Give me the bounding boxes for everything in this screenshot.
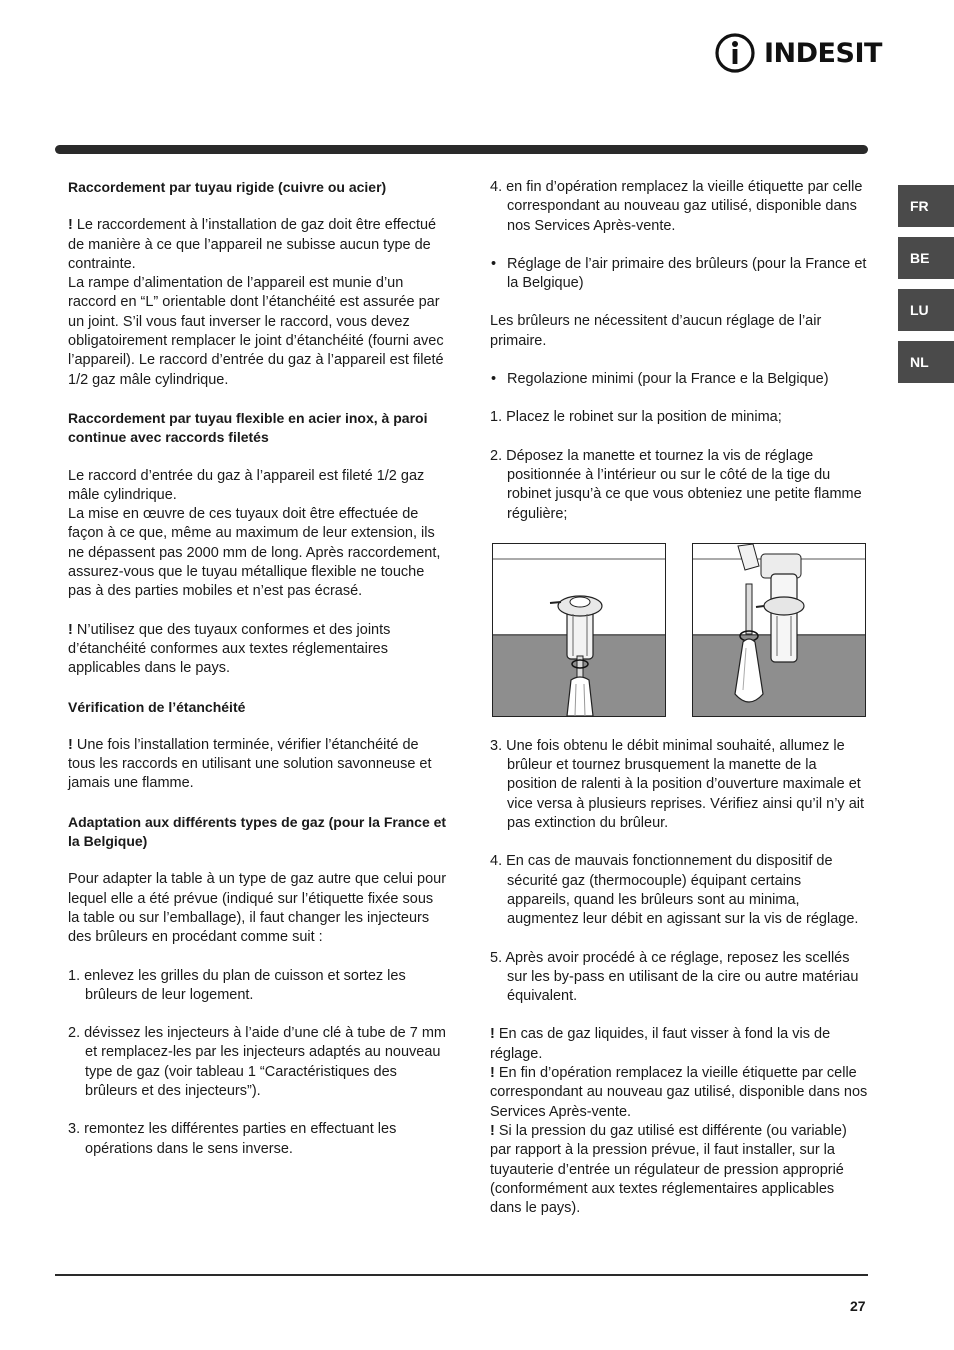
tab-fr[interactable]: FR (898, 185, 954, 227)
bullet-minimum-setting: • Regolazione minimi (pour la France e la Belgique) (490, 370, 868, 389)
illustration-valve-screwdriver-1 (492, 543, 666, 717)
left-column (68, 178, 448, 1178)
footer-rule (55, 1274, 868, 1276)
note-pressure: ! Si la pression du gaz utilisé est différente (ou variable) par rapport à la pression prévue, il faut installer, sur la tuyauterie d’entrée un régulateur de pression approprié (conformément aux textes réglementaires applicables dans le pays). (490, 1122, 847, 1217)
list-item: 4. En cas de mauvais fonctionnement du dispositif de sécurité gaz (thermocouple) équipant certains appareils, quand les brûleurs sont au minima, augmentez leur débit en agissant sur la vis de réglage. (490, 853, 859, 928)
list-item: 1. enlevez les grilles du plan de cuisson et sortez les brûleurs de leur logement. (68, 967, 406, 1003)
paragraph-rigid-details: La rampe d’alimentation de l’appareil est munie d’un raccord en “L” orientable dont l’étanchéité est assurée par un joint. S’il vous faut inverser le raccord, vous devez obligatoirement remplacer le joint d’étanchéité (fourni avec l’appareil). Le raccord d’entrée du gaz à l’appareil est fileté 1/2 gaz mâle cylindrique. (68, 275, 444, 388)
warning-mark: ! (490, 1122, 495, 1139)
paragraph-flexible-warning: ! N’utilisez que des tuyaux conformes et des joints d’étanchéité conformes aux textes réglementaires applicables dans le pays. (68, 621, 391, 677)
paragraph-flexible-length: La mise en œuvre de ces tuyaux doit être effectuée de façon à ce que, même au maximum de leur extension, ils ne dépassent pas 2000 mm de long. Après raccordement, assurez-vous que le tuyau métallique flexible ne touche pas à des parties mobiles et n’est pas écrasé. (68, 506, 441, 600)
brand-name: INDESIT (764, 37, 882, 69)
tab-lu[interactable]: LU (898, 289, 954, 331)
heading-rigid-pipe: Raccordement par tuyau rigide (cuivre ou acier) (68, 179, 387, 195)
heading-flexible-pipe: Raccordement par tuyau flexible en acier inox, à paroi continue avec raccords filetés (68, 409, 428, 446)
warning-mark: ! (68, 217, 73, 234)
paragraph-flexible-thread: Le raccord d’entrée du gaz à l’appareil est fileté 1/2 gaz mâle cylindrique. (68, 467, 425, 503)
tab-nl[interactable]: NL (898, 341, 954, 383)
tab-be[interactable]: BE (898, 237, 954, 279)
minimum-steps-b (490, 737, 868, 1007)
paragraph-leak-check: ! Une fois l’installation terminée, vérifier l’étanchéité de tous les raccords en utilisant une solution savonneuse et jamais une flamme. (68, 736, 432, 792)
list-item: 5. Après avoir procédé à ce réglage, reposez les scellés sur les by-pass en utilisant de la cire ou autre matériau équivalent. (490, 949, 859, 1005)
bullet-primary-air: • Réglage de l’air primaire des brûleurs (pour la France et la Belgique) (490, 255, 868, 294)
illustrations (492, 543, 866, 717)
indesit-logo-icon (714, 32, 756, 74)
paragraph-primary-air: Les brûleurs ne nécessitent d’aucun réglage de l’air primaire. (490, 313, 822, 349)
header-rule (55, 145, 868, 154)
adaptation-steps (68, 967, 448, 1159)
language-tabs (898, 185, 954, 393)
minimum-steps-a (490, 408, 868, 523)
heading-leak-check: Vérification de l’étanchéité (68, 698, 246, 715)
warning-mark: ! (68, 621, 73, 638)
heading-gas-adaptation: Adaptation aux différents types de gaz (pour la France et la Belgique) (68, 813, 447, 850)
list-item: 2. Déposez la manette et tournez la vis de réglage positionnée à l’intérieur ou sur le côté de la tige du robinet jusqu’à ce que vous obteniez une petite flamme régulière; (490, 447, 862, 522)
note-label: ! En fin d’opération remplacez la vieille étiquette par celle correspondant au nouveau gaz utilisé, disponible dans nos Services Après-vente. (490, 1065, 868, 1120)
warning-mark: ! (490, 1026, 495, 1043)
list-item: 3. remontez les différentes parties en effectuant les opérations dans le sens inverse. (68, 1121, 397, 1157)
page-number: 27 (850, 1298, 866, 1314)
paragraph-rigid-warning: ! Le raccordement à l’installation de gaz doit être effectué de manière à ce que l’appareil ne subisse aucun type de contrainte. (68, 217, 437, 272)
list-item: 1. Placez le robinet sur la position de minima; (490, 409, 782, 426)
indesit-logo (714, 32, 882, 74)
label-step (490, 178, 868, 236)
list-item: 3. Une fois obtenu le débit minimal souhaité, allumez le brûleur et tournez brusquement la manette de la position de ralenti à la position d’ouverture maximale et vice versa à plusieurs reprises. Vérifiez ainsi qu’il n’y ait pas extinction du brûleur. (490, 737, 865, 832)
warning-mark: ! (490, 1065, 495, 1082)
warning-mark: ! (68, 736, 73, 753)
note-liquid-gas: ! En cas de gaz liquides, il faut visser à fond la vis de réglage. (490, 1026, 831, 1062)
list-item: 2. dévissez les injecteurs à l’aide d’une clé à tube de 7 mm et remplacez-les par les injecteurs adaptés au nouveau type de gaz (voir tableau 1 “Caractéristiques des brûleurs et des injecteurs”). (68, 1025, 447, 1099)
list-item: 4. en fin d’opération remplacez la vieille étiquette par celle correspondant au nouveau gaz utilisé, disponible dans nos Services Après-vente. (490, 179, 863, 234)
paragraph-gas-adaptation: Pour adapter la table à un type de gaz autre que celui pour lequel elle a été prévue (indiqué sur l’étiquette fixée sous la table ou sur l’emballage), il faut changer les injecteurs des brûleurs en procédant comme suit : (68, 871, 447, 946)
right-column (490, 178, 868, 1218)
illustration-valve-screwdriver-2 (692, 543, 866, 717)
